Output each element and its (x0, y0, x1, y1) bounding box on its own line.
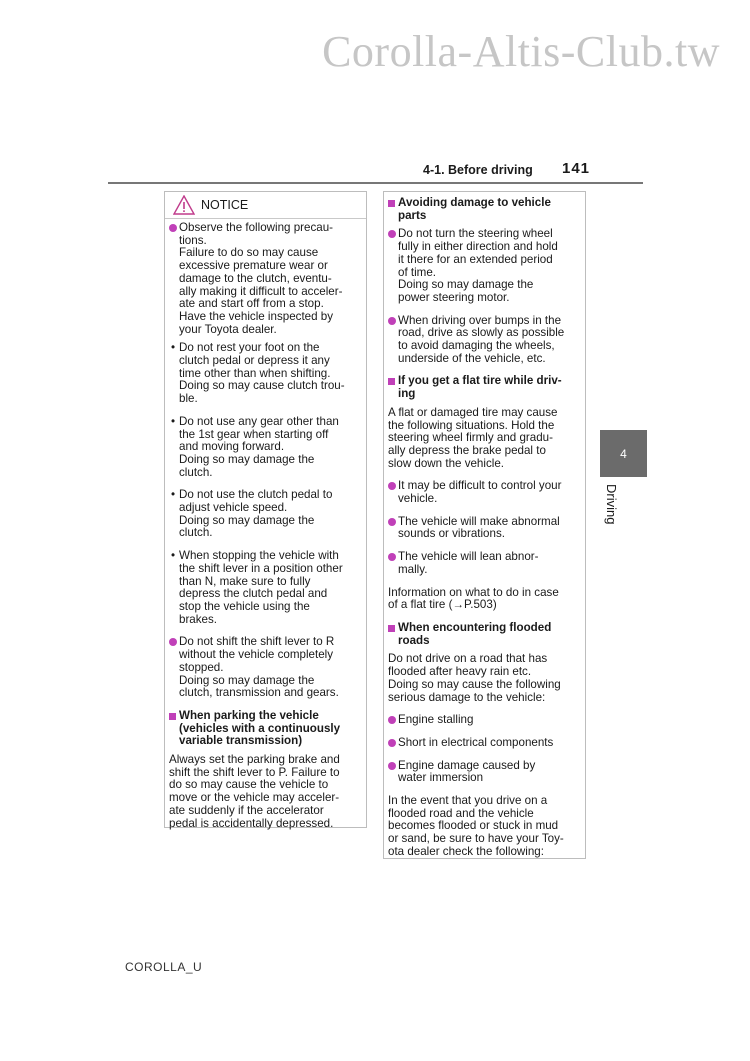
watermark: Corolla-Altis-Club.tw (322, 27, 720, 76)
magenta-square-icon (388, 378, 395, 385)
list-item-bullet: • When stopping the vehicle with the shift lever in a position other than N, make sure to fully depress the clutch pedal and stop the vehicle using the brakes. (171, 549, 343, 626)
warning-triangle-icon (173, 195, 195, 215)
paragraph-parking: Always set the parking brake and shift the shift lever to P. Failure to do so may cause the vehicle to move or the vehicle may acceler- ate suddenly if the accelerator pedal is accidentally depressed. (169, 753, 340, 830)
footer-model-code: COROLLA_U (125, 960, 203, 974)
section-title: 4-1. Before driving (423, 163, 533, 177)
list-item-engine-stalling: Engine stalling (388, 714, 579, 727)
list-item-shift-r: Do not shift the shift lever to R without the vehicle completely stopped. Doing so may damage the clutch, transmission and gears. (169, 636, 360, 700)
list-item-engine-damage: Engine damage caused by water immersion (388, 760, 579, 785)
magenta-square-icon (388, 200, 395, 207)
magenta-dot-icon (388, 762, 396, 770)
paragraph-flat-tire-info: Information on what to do in case of a flat tire (→P.503) (388, 587, 579, 612)
notice-divider (165, 218, 366, 219)
page-reference-link[interactable]: of a flat tire (→P.503) (388, 598, 497, 612)
page-number: 141 (562, 160, 591, 177)
chapter-tab-number: 4 (600, 430, 647, 477)
list-item-observe: Observe the following precau- tions. Failure to do so may cause excessive premature wear or damage to the clutch, eventu- ally making it difficult to acceler- ate and start off from a stop. Have the vehicle inspected by your Toyota dealer. (169, 222, 360, 336)
info-box (383, 191, 586, 859)
paragraph-flooded: Do not drive on a road that has flooded after heavy rain etc. Doing so may cause the following serious damage to the vehicle: (388, 652, 561, 704)
list-item-bumps: When driving over bumps in the road, drive as slowly as possible to avoid damaging the wheels, underside of the vehicle, etc. (388, 315, 579, 366)
notice-box (164, 191, 367, 828)
list-item-bullet: • Do not rest your foot on the clutch pedal or depress it any time other than when shifting. Doing so may cause clutch trou- ble. (171, 341, 345, 406)
notice-label: NOTICE (201, 198, 249, 212)
magenta-square-icon (388, 625, 395, 632)
magenta-dot-icon (388, 230, 396, 238)
magenta-dot-icon (388, 739, 396, 747)
heading-flooded-roads: When encountering flooded roads (388, 622, 579, 647)
magenta-dot-icon (388, 716, 396, 724)
magenta-dot-icon (169, 224, 177, 232)
list-item-lean: The vehicle will lean abnor- mally. (388, 551, 579, 576)
list-item-sounds: The vehicle will make abnormal sounds or vibrations. (388, 516, 579, 541)
list-item-short: Short in electrical components (388, 737, 579, 750)
heading-avoid-damage: Avoiding damage to vehicle parts (388, 197, 579, 222)
notice-header (173, 193, 248, 217)
chapter-tab-label: Driving (604, 484, 619, 525)
heading-parking: When parking the vehicle (vehicles with a continuously variable transmission) (169, 710, 360, 748)
list-item-bullet: • Do not use the clutch pedal to adjust vehicle speed. Doing so may damage the clutch. (171, 488, 333, 540)
magenta-dot-icon (388, 317, 396, 325)
bullet-icon: • (171, 549, 176, 563)
header-rule (108, 182, 643, 184)
paragraph-flooded-event: In the event that you drive on a flooded road and the vehicle becomes flooded or stuck in mud or sand, be sure to have your Toy- ota dealer check the following: (388, 794, 564, 858)
list-item-steering: Do not turn the steering wheel fully in either direction and hold it there for an extended period of time. Doing so may damage the power steering motor. (388, 228, 579, 304)
bullet-icon: • (171, 341, 176, 355)
magenta-dot-icon (388, 518, 396, 526)
magenta-dot-icon (169, 638, 177, 646)
bullet-icon: • (171, 488, 176, 502)
heading-flat-tire: If you get a flat tire while driv- ing (388, 375, 579, 400)
magenta-dot-icon (388, 482, 396, 490)
list-item-control: It may be difficult to control your vehicle. (388, 480, 579, 505)
bullet-icon: • (171, 414, 176, 428)
paragraph-flat-tire: A flat or damaged tire may cause the following situations. Hold the steering wheel firmly and gradu- ally depress the brake pedal to slow down the vehicle. (388, 405, 558, 470)
magenta-square-icon (169, 713, 176, 720)
magenta-dot-icon (388, 553, 396, 561)
list-item-bullet: • Do not use any gear other than the 1st gear when starting off and moving forward. Doing so may damage the clutch. (171, 414, 339, 479)
